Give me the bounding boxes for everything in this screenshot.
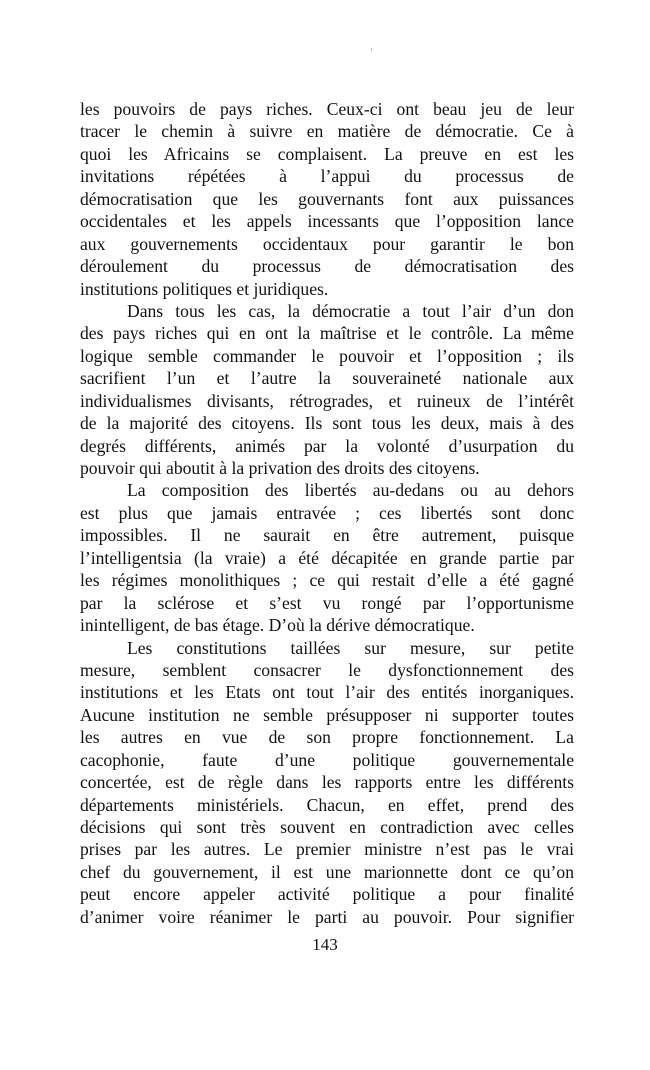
text-line: Dans tous les cas, la démocratie a tout l’air d’un don: [127, 300, 574, 321]
text-line: chef du gouvernement, il est une marionnette dont ce qu’on: [80, 861, 574, 882]
page-number: 143: [312, 935, 338, 954]
text-line: départements ministériels. Chacun, en effet, prend des: [80, 794, 574, 815]
text-line: degrés différents, animés par la volonté d’usurpation du: [80, 435, 574, 456]
text-line: prises par les autres. Le premier ministre n’est pas le vrai: [80, 839, 574, 860]
text-line: déroulement du processus de démocratisation des: [80, 256, 574, 277]
text-line: est plus que jamais entravée ; ces libertés sont donc: [80, 502, 574, 523]
text-line: Les constitutions taillées sur mesure, sur petite: [127, 637, 574, 658]
text-line: les régimes monolithiques ; ce qui restait d’elle a été gagné: [80, 570, 574, 591]
text-line: par la sclérose et s’est vu rongé par l’opportunisme: [80, 592, 574, 613]
text-line: aux gouvernements occidentaux pour garantir le bon: [80, 233, 574, 254]
text-line: inintelligent, de bas étage. D’où la dérive démocratique.: [80, 615, 475, 636]
text-line: institutions et les Etats ont tout l’air des entités inorganiques.: [80, 682, 574, 703]
text-line: décisions qui sont très souvent en contradiction avec celles: [80, 817, 574, 837]
text-line: cacophonie, faute d’une politique gouvernementale: [80, 749, 574, 770]
text-line: tracer le chemin à suivre en matière de démocratie. Ce à: [80, 121, 574, 142]
paragraph-3: [80, 479, 574, 636]
text-line: peut encore appeler activité politique a pour finalité: [80, 884, 574, 905]
scan-speck: [371, 48, 372, 51]
text-line: Aucune institution ne semble présupposer ni supporter toutes: [80, 704, 574, 725]
text-line: quoi les Africains se complaisent. La preuve en est les: [80, 143, 574, 164]
text-line: La composition des libertés au-dedans ou au dehors: [127, 480, 574, 501]
paragraph-4: [80, 637, 574, 929]
text-line: occidentales et les appels incessants que l’opposition lance: [80, 211, 574, 232]
text-line: individualismes divisants, rétrogrades, et ruineux de l’intérêt: [80, 390, 574, 411]
text-line: impossibles. Il ne saurait en être autrement, puisque: [80, 525, 574, 546]
text-line: institutions politiques et juridiques.: [80, 278, 329, 299]
text-line: pouvoir qui aboutit à la privation des droits des citoyens.: [80, 458, 480, 478]
body-text: [80, 98, 574, 928]
text-line: les autres en vue de son propre fonctionnement. La: [80, 727, 574, 748]
text-line: les pouvoirs de pays riches. Ceux-ci ont beau jeu de leur: [80, 99, 574, 119]
text-line: d’animer voire réanimer le parti au pouvoir. Pour signifier: [80, 906, 574, 927]
text-line: concertée, est de règle dans les rapports entre les différents: [80, 772, 574, 793]
text-line: logique semble commander le pouvoir et l’opposition ; ils: [80, 345, 574, 366]
text-line: sacrifient l’un et l’autre la souveraineté nationale aux: [80, 368, 574, 389]
text-line: des pays riches qui en ont la maîtrise et le contrôle. La même: [80, 323, 574, 344]
text-line: mesure, semblent consacrer le dysfonctionnement des: [80, 659, 574, 680]
text-line: invitations répétées à l’appui du processus de: [80, 166, 574, 187]
paragraph-1: [80, 98, 574, 300]
text-line: démocratisation que les gouvernants font aux puissances: [80, 188, 574, 209]
paragraph-2: [80, 300, 574, 480]
text-line: de la majorité des citoyens. Ils sont tous les deux, mais à des: [80, 413, 574, 434]
text-line: l’intelligentsia (la vraie) a été décapitée en grande partie par: [80, 547, 574, 568]
